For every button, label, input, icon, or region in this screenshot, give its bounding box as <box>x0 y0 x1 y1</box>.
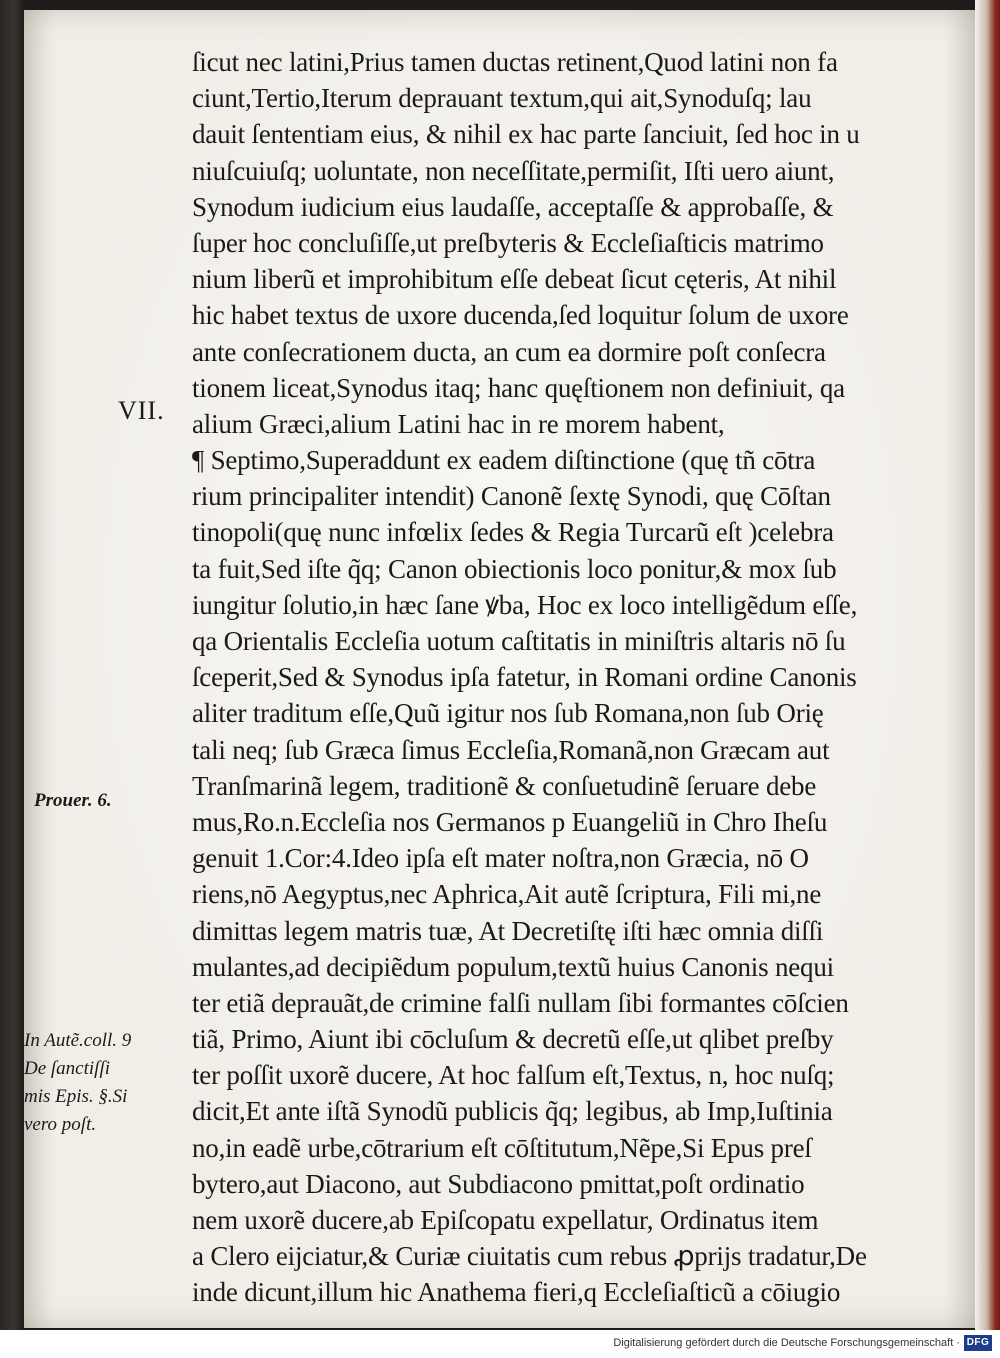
text-line: ter etiã deprauãt,de crimine falſi nullam ſibi formantes cōſcien <box>192 987 849 1018</box>
text-line: ante conſecrationem ducta, an cum ea dormire poſt conſecra <box>192 336 826 367</box>
footer <box>0 1330 1000 1358</box>
text-line: dimittas legem matris tuæ, At Decretiſtę iſti hæc omnia diſſi <box>192 915 824 946</box>
text-line: dauit ſententiam eius, & nihil ex hac parte ſanciuit, ſed hoc in u <box>192 119 860 150</box>
text-line: inde dicunt,illum hic Anathema fieri,q Eccleſiaſticũ a cōiugio <box>192 1277 841 1308</box>
text-line: niuſcuiuſq; uoluntate, non neceſſitate,permiſit, Iſti uero aiunt, <box>192 155 835 186</box>
text-line: bytero,aut Diacono, aut Subdiacono pmittat,poſt ordinatio <box>192 1168 805 1199</box>
text-line: iungitur ſolutio,in hæc ſane ꝟba, Hoc ex loco intelligẽdum eſſe, <box>192 589 858 620</box>
text-line: ¶ Septimo,Superaddunt ex eadem diſtinctione (quę tñ cōtra <box>192 445 816 476</box>
text-line: tinopoli(quę nunc infœlix ſedes & Regia Turcarũ eſt )celebra <box>192 517 834 548</box>
text-line: ciunt,Tertio,Iterum deprauant textum,qui ait,Synoduſq; lau <box>192 83 812 114</box>
text-line: nem uxorẽ ducere,ab Epiſcopatu expellatur, Ordinatus item <box>192 1205 819 1235</box>
dfg-logo-icon: DFG <box>964 1335 992 1351</box>
text-line: tionem liceat,Synodus itaq; hanc quęſtionem non definiuit, qa <box>192 372 845 403</box>
text-line: ſicut nec latini,Prius tamen ductas retinent,Quod latini non fa <box>192 47 838 77</box>
marginal-note-autent-1: In Autẽ.coll. 9 <box>24 1030 132 1051</box>
text-line: mus,Ro.n.Eccleſia nos Germanos p Euangeliũ in Chro Iheſu <box>192 806 828 837</box>
text-line: no,in eadẽ urbe,cōtrarium eſt cōſtitutum,Nẽpe,Si Epus preſ <box>192 1132 812 1163</box>
text-line: hic habet textus de uxore ducenda,ſed loquitur ſolum de uxore <box>192 300 849 331</box>
marginal-note-prouer: Prouer. 6. <box>34 790 112 811</box>
marginal-note-autent-4: vero poſt. <box>24 1114 97 1135</box>
text-line: Tranſmarinã legem, traditionẽ & conſuetudinẽ ſeruare debe <box>192 770 817 801</box>
text-line: qa Orientalis Eccleſia uotum caſtitatis in miniſtris altaris nō ſu <box>192 626 846 656</box>
text-line: genuit 1.Cor:4.Ideo ipſa eſt mater noſtra,non Græcia, nō O <box>192 843 809 874</box>
text-line: ta fuit,Sed iſte q̃q; Canon obiectionis loco ponitur,& mox ſub <box>192 553 837 584</box>
text-line: Synodum iudicium eius laudaſſe, acceptaſſe & approbaſſe, & <box>192 191 834 222</box>
marginal-note-autent-2: De ſanctiſſi <box>24 1058 111 1079</box>
text-line: dicit,Et ante iſtã Synodũ publicis q̃q; legibus, ab Imp,Iuſtinia <box>192 1096 833 1127</box>
text-line: mulantes,ad decipiẽdum populum,textũ huius Canonis nequi <box>192 951 834 982</box>
text-line: ter poſſit uxorẽ ducere, At hoc falſum eſt,Textus, n, hoc nuſq; <box>192 1060 835 1091</box>
text-line: a Clero eijciatur,& Curiæ ciuitatis cum rebus ꝓprijs tradatur,De <box>192 1241 867 1272</box>
text-line: rium principaliter intendit) Canonẽ ſextę Synodi, quę Cōſtan <box>192 481 831 512</box>
book-edge <box>975 0 1000 1330</box>
text-line: alium Græci,alium Latini hac in re morem habent, <box>192 408 725 439</box>
text-line: ſuper hoc concluſiſſe,ut preſbyteris & Eccleſiaſticis matrimo <box>192 227 824 258</box>
section-marker: VII. <box>118 396 165 425</box>
text-line: ſceperit,Sed & Synodus ipſa fatetur, in Romani ordine Canonis <box>192 662 857 693</box>
text-line: riens,nō Aegyptus,nec Aphrica,Ait autẽ ſcriptura, Fili mi,ne <box>192 879 822 910</box>
text-line: tali neq; ſub Græca ſimus Eccleſia,Romanã,non Græcam aut <box>192 734 830 765</box>
text-line: aliter traditum eſſe,Quũ igitur nos ſub Romana,non ſub Orię <box>192 698 824 729</box>
footer-credit: Digitalisierung gefördert durch die Deutsche Forschungsgemeinschaft · <box>613 1337 960 1349</box>
text-line: tiã, Primo, Aiunt ibi cōcluſum & decretũ eſſe,ut qlibet preſby <box>192 1024 834 1055</box>
text-block <box>192 44 938 1311</box>
marginal-note-autent-3: mis Epis. §.Si <box>24 1086 128 1107</box>
text-line: nium liberũ et improhibitum eſſe debeat ſicut cęteris, At nihil <box>192 264 837 295</box>
